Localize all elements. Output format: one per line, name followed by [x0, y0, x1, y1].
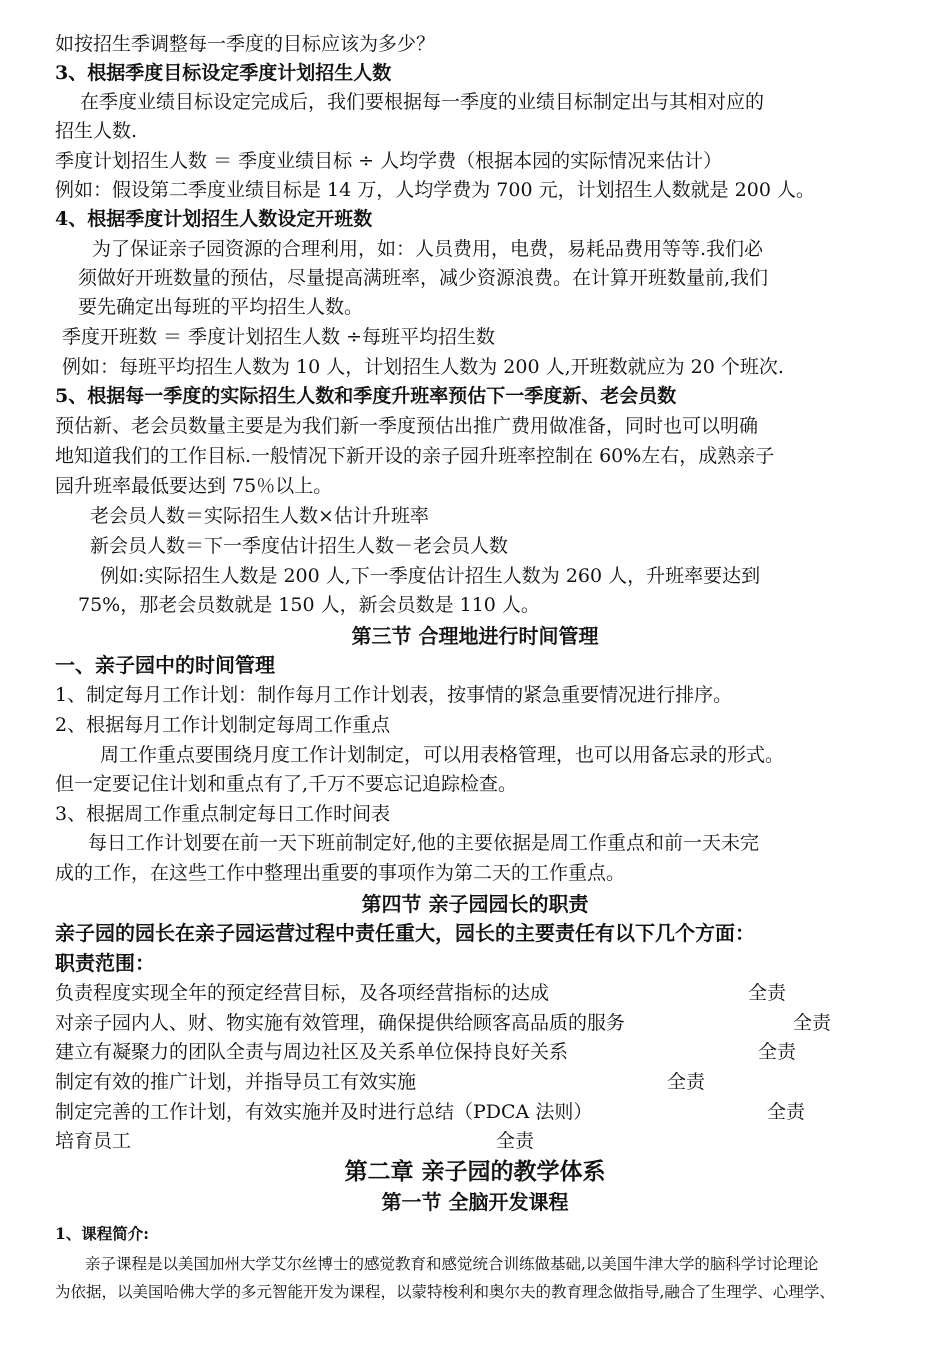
- duty-level: 全责: [793, 1012, 832, 1034]
- duty-level: 全责: [667, 1071, 706, 1093]
- list-item: 2、根据每月工作计划制定每周工作重点: [55, 714, 391, 736]
- list-item: 3、根据周工作重点制定每日工作时间表: [55, 803, 391, 825]
- chapter-title: 第二章 亲子园的教学体系: [344, 1158, 606, 1185]
- example-line: 例如:实际招生人数是 200 人,下一季度估计招生人数为 260 人，升班率要达到: [100, 565, 761, 587]
- duty-text: 负责程度实现全年的预定经营目标，及各项经营指标的达成: [55, 982, 550, 1004]
- duties-label: 职责范围：: [55, 951, 155, 975]
- example-line: 75%，那老会员数就是 150 人，新会员数是 110 人。: [78, 594, 540, 616]
- section-title: 第四节 亲子园园长的职责: [361, 892, 589, 916]
- duty-level: 全责: [767, 1101, 806, 1123]
- duty-text: 制定有效的推广计划，并指导员工有效实施: [55, 1071, 417, 1093]
- paragraph-line: 预估新、老会员数量主要是为我们新一季度预估出推广费用做准备，同时也可以明确: [55, 415, 759, 437]
- paragraph-line: 每日工作计划要在前一天下班前制定好,他的主要依据是周工作重点和前一天未完: [88, 832, 760, 854]
- heading-3: 3、根据季度目标设定季度计划招生人数: [55, 62, 392, 84]
- bold-intro: 亲子园的园长在亲子园运营过程中责任重大，园长的主要责任有以下几个方面：: [55, 921, 755, 945]
- text-line: 如按招生季调整每一季度的目标应该为多少？: [55, 33, 436, 55]
- paragraph-line: 但一定要记住计划和重点有了,千万不要忘记追踪检查。: [55, 773, 518, 795]
- list-item: 1、制定每月工作计划：制作每月工作计划表，按事情的紧急重要情况进行排序。: [55, 684, 733, 706]
- intro-line: 为依据，以美国哈佛大学的多元智能开发为课程，以蒙特梭利和奥尔夫的教育理念做指导,融合了生理学、心理学、: [55, 1283, 835, 1301]
- paragraph-line: 招生人数.: [55, 120, 138, 142]
- duty-level: 全责: [758, 1041, 797, 1063]
- paragraph-line: 成的工作，在这些工作中整理出重要的事项作为第二天的工作重点。: [55, 862, 626, 884]
- paragraph-line: 园升班率最低要达到 75％以上。: [55, 475, 333, 497]
- formula-line: 老会员人数＝实际招生人数×估计升班率: [90, 505, 429, 527]
- paragraph-line: 在季度业绩目标设定完成后，我们要根据每一季度的业绩目标制定出与其相对应的: [80, 91, 765, 113]
- section-title: 第一节 全脑开发课程: [381, 1190, 569, 1214]
- section-title: 第三节 合理地进行时间管理: [351, 624, 599, 648]
- heading-5: 5、根据每一季度的实际招生人数和季度升班率预估下一季度新、老会员数: [55, 385, 677, 407]
- paragraph-line: 为了保证亲子园资源的合理利用，如：人员费用，电费，易耗品费用等等.我们必: [92, 238, 764, 260]
- formula-line: 季度计划招生人数 ＝ 季度业绩目标 ÷ 人均学费（根据本园的实际情况来估计）: [55, 150, 723, 172]
- duty-text: 对亲子园内人、财、物实施有效管理，确保提供给顾客高品质的服务: [55, 1012, 626, 1034]
- duty-text: 建立有凝聚力的团队全责与周边社区及关系单位保持良好关系: [55, 1041, 569, 1063]
- duty-text: 制定完善的工作计划，有效实施并及时进行总结（PDCA 法则）: [55, 1101, 593, 1123]
- example-line: 例如：每班平均招生人数为 10 人，计划招生人数为 200 人,开班数就应为 20 个班次.: [62, 356, 784, 378]
- paragraph-line: 地知道我们的工作目标.一般情况下新开设的亲子园升班率控制在 60%左右，成熟亲子: [55, 445, 775, 467]
- intro-heading: 1、课程简介:: [55, 1224, 150, 1243]
- paragraph-line: 周工作重点要围绕月度工作计划制定，可以用表格管理，也可以用备忘录的形式。: [100, 744, 785, 766]
- heading-4: 4、根据季度计划招生人数设定开班数: [55, 208, 373, 230]
- formula-line: 季度开班数 ＝ 季度计划招生人数 ÷每班平均招生数: [62, 326, 496, 348]
- paragraph-line: 要先确定出每班的平均招生人数。: [78, 296, 364, 318]
- duty-level: 全责: [496, 1130, 535, 1152]
- paragraph-line: 须做好开班数量的预估，尽量提高满班率，减少资源浪费。在计算开班数量前,我们: [78, 267, 769, 289]
- subsection-heading: 一、亲子园中的时间管理: [55, 653, 275, 677]
- duty-level: 全责: [748, 982, 787, 1004]
- intro-line: 亲子课程是以美国加州大学艾尔丝博士的感觉教育和感觉统合训练做基础,以美国牛津大学的脑科学讨论理论: [85, 1255, 819, 1273]
- example-line: 例如：假设第二季度业绩目标是 14 万，人均学费为 700 元，计划招生人数就是 200 人。: [55, 179, 815, 201]
- duty-text: 培育员工: [55, 1130, 132, 1152]
- formula-line: 新会员人数＝下一季度估计招生人数－老会员人数: [90, 535, 509, 557]
